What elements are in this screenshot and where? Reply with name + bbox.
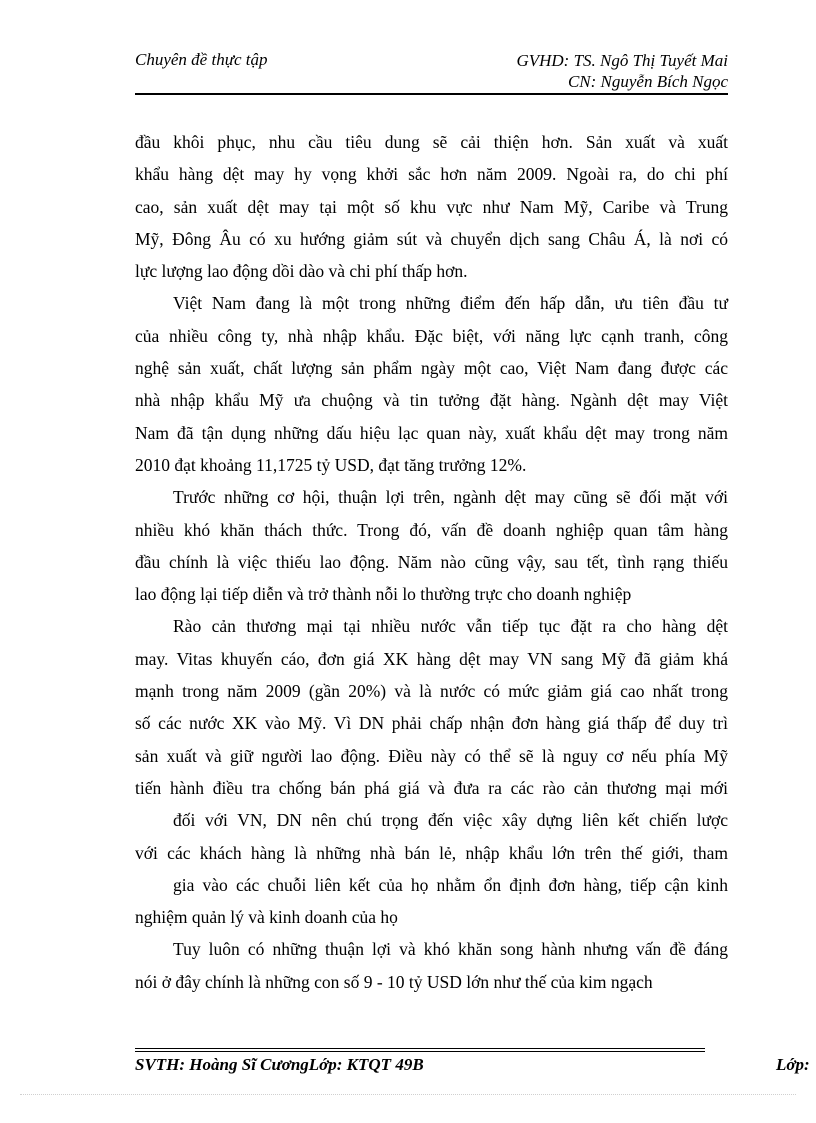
text-line: Việt Nam đang là một trong những điểm đến hấp dẫn, ưu tiên đầu tư <box>173 293 728 314</box>
text-line: Mỹ, Đông Âu có xu hướng giảm sút và chuyển dịch sang Châu Á, là nơi có <box>135 228 728 249</box>
text-line: lao động lại tiếp diễn và trở thành nỗi lo thường trực cho doanh nghiệp <box>135 584 632 605</box>
text-line: 2010 đạt khoảng 11,1725 tỷ USD, đạt tăng trưởng 12%. <box>135 454 527 475</box>
text-line: Nam đã tận dụng những dấu hiệu lạc quan này, xuất khẩu dệt may trong năm <box>135 422 728 443</box>
footer-student-info: SVTH: Hoàng Sĩ CươngLớp: KTQT 49B <box>135 1055 424 1074</box>
text-line: số các nước XK vào Mỹ. Vì DN phải chấp nhận đơn hàng giá thấp để duy trì <box>135 713 728 734</box>
footer-divider <box>135 1048 705 1054</box>
text-line: của nhiều công ty, nhà nhập khẩu. Đặc biệt, với năng lực cạnh tranh, công <box>135 325 728 346</box>
body-text <box>135 126 728 998</box>
document-title: Chuyên đề thực tập <box>135 50 268 69</box>
supervisor-name: GVHD: TS. Ngô Thị Tuyết Mai <box>516 51 728 70</box>
supervisor-info <box>516 50 728 92</box>
text-line: với các khách hàng là những nhà bán lẻ, nhập khẩu lớn trên thế giới, tham <box>135 842 728 863</box>
text-line: đầu khôi phục, nhu cầu tiêu dung sẽ cải thiện hơn. Sản xuất và xuất <box>135 132 728 152</box>
co-supervisor-name: CN: Nguyễn Bích Ngọc <box>567 72 728 91</box>
text-line: gia vào các chuỗi liên kết của họ nhằm ổn định đơn hàng, tiếp cận kinh <box>173 874 728 895</box>
text-line: sản xuất và giữ người lao động. Điều này có thể sẽ là nguy cơ nếu phía Mỹ <box>135 745 728 766</box>
text-line: Tuy luôn có những thuận lợi và khó khăn song hành nhưng vấn đề đáng <box>173 939 728 960</box>
text-line: nói ở đây chính là những con số 9 - 10 tỷ USD lớn như thế của kim ngạch <box>135 971 653 992</box>
text-line: mạnh trong năm 2009 (gần 20%) và là nước có mức giảm giá cao nhất trong <box>135 681 728 702</box>
text-line: nhiều khó khăn thách thức. Trong đó, vấn đề doanh nghiệp quan tâm hàng <box>135 519 728 540</box>
text-line: nghệ sản xuất, chất lượng sản phẩm ngày một cao, Việt Nam đang được các <box>135 358 728 379</box>
text-line: cao, sản xuất dệt may tại một số khu vực như Nam Mỹ, Caribe và Trung <box>135 196 728 217</box>
text-line: Rào cản thương mại tại nhiều nước vẫn tiếp tục đặt ra cho hàng dệt <box>173 616 728 637</box>
text-line: tiến hành điều tra chống bán phá giá và đưa ra các rào cản thương mại mới <box>135 777 728 798</box>
text-line: đối với VN, DN nên chú trọng đến việc xây dựng liên kết chiến lược <box>173 810 728 831</box>
text-line: nhà nhập khẩu Mỹ ưa chuộng và tin tưởng đặt hàng. Ngành dệt may Việt <box>135 390 728 411</box>
text-line: may. Vitas khuyến cáo, đơn giá XK hàng dệt may VN sang Mỹ đã giảm khá <box>135 648 728 669</box>
text-line: nghiệm quản lý và kinh doanh của họ <box>135 907 398 928</box>
page-bottom-dotted-line <box>20 1094 796 1095</box>
text-line: đầu chính là việc thiếu lao động. Năm nào cũng vậy, sau tết, tình rạng thiếu <box>135 551 728 572</box>
text-line: Trước những cơ hội, thuận lợi trên, ngành dệt may cũng sẽ đối mặt với <box>173 487 728 508</box>
text-line: khẩu hàng dệt may hy vọng khởi sắc hơn năm 2009. Ngoài ra, do chi phí <box>135 164 728 185</box>
header-divider <box>135 93 728 95</box>
footer-class-label: Lớp: <box>776 1055 810 1074</box>
text-line: lực lượng lao động dồi dào và chi phí thấp hơn. <box>135 261 468 282</box>
